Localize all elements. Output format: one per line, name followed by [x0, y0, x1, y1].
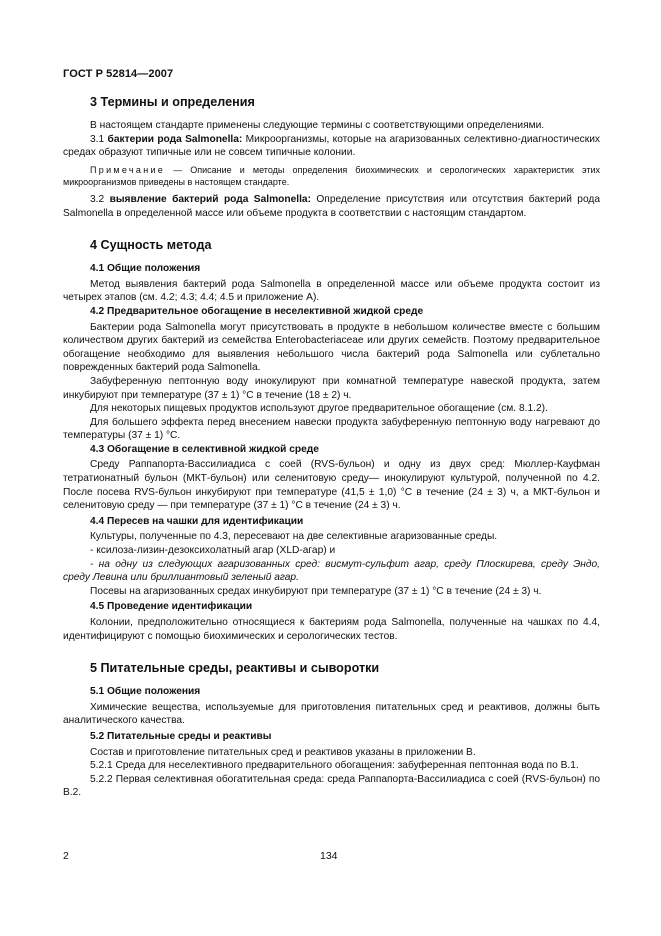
subsection-4-3-heading: 4.3 Обогащение в селективной жидкой среде — [90, 443, 319, 455]
paragraph: Химические вещества, используемые для приготовления питательных сред и реактивов, должны быть аналитического качества. — [63, 701, 600, 727]
subsection-4-1-heading: 4.1 Общие положения — [90, 263, 201, 275]
term-3-1 — [63, 133, 600, 160]
subsection-5-1-heading: 5.1 Общие положения — [90, 686, 201, 698]
subsection-4-5-heading: 4.5 Проведение идентификации — [90, 601, 253, 613]
subsection-4-4-heading: 4.4 Пересев на чашки для идентификации — [90, 515, 304, 527]
note-label: Примечание — [90, 164, 166, 175]
sheet-number: 134 — [320, 850, 338, 862]
paragraph: Колонии, предположительно относящиеся к бактериям рода Salmonella, полученные на чашках по 4.4, идентифицируют с помощью биохимических и серологических тестов. — [63, 617, 600, 642]
term-3-2-name: выявление бактерий рода Salmonella: — [109, 193, 311, 205]
term-3-2-number: 3.2 — [90, 193, 105, 205]
paragraph: Для большего эффекта перед внесением навески продукта забуференную пептонную воду нагревают до температуры (37 ± 1) °С. — [63, 416, 600, 442]
paragraph: 5.2.2 Первая селективная обогатительная среда: среда Раппапорта-Вассилиадиса с соей (RVS-бульон) по В.2. — [63, 773, 600, 799]
paragraph: Среду Раппапорта-Вассилиадиса с соей (RVS-бульон) и одну из двух сред: Мюллер-Кауфман тетратионатный бульон (МКТ-бульон) или селенитовую среду— инокулируют культурой, полученной по 4.2. После посева RVS-бульон инкубируют при температуре (41,5 ± 1,0) °С в течение (24 ± 3) ч, а МКТ-бульон и селенитовую среду — при температуре (37 ± 1) °С в течение (24 ± 3) ч. — [63, 459, 600, 512]
section-4-heading: 4 Сущность метода — [90, 238, 212, 253]
subsection-4-2-heading: 4.2 Предварительное обогащение в неселективной жидкой среде — [90, 305, 424, 317]
paragraph: Бактерии рода Salmonella могут присутствовать в продукте в небольшом количестве вместе с большим количеством других бактерий из семейства Enterobacteriaceae или других семейств. Поэтому предварительное обогащение необходимо для выявления небольшого числа бактерий рода Salmonella или сублетально поврежденных бактерий рода Salmonella. — [63, 321, 600, 374]
note-text: — Описание и методы определения биохимических и серологических характеристик этих микроорганизмов приведены в настоящем стандарте. — [63, 164, 600, 188]
list-item: - ксилоза-лизин-дезоксихолатный агар (XLD-агар) и — [90, 545, 336, 557]
document-body — [63, 94, 600, 800]
standard-header: ГОСТ Р 52814—2007 — [63, 68, 174, 80]
paragraph: Культуры, полученные по 4.3, пересевают на две селективные агаризованные среды. — [90, 531, 498, 543]
paragraph: Для некоторых пищевых продуктов используют другое предварительное обогащение (см. 8.1.2). — [90, 403, 548, 415]
paragraph: Забуференную пептонную воду инокулируют при комнатной температуре навеской продукта, затем инкубируют при температуре (37 ± 1) °С в течение (18 ± 2) ч. — [63, 375, 600, 401]
paragraph: Метод выявления бактерий рода Salmonella в определенной массе или объеме продукта состоит из четырех этапов (см. 4.2; 4.3; 4.4; 4.5 и приложение А). — [63, 278, 600, 304]
paragraph: Посевы на агаризованных средах инкубируют при температуре (37 ± 1) °С в течение (24 ± 3) ч. — [90, 585, 542, 597]
term-3-2 — [63, 193, 600, 220]
note — [63, 164, 600, 189]
section-3-intro: В настоящем стандарте применены следующие термины с соответствующими определениями. — [90, 120, 545, 131]
section-3-heading: 3 Термины и определения — [90, 95, 255, 109]
paragraph: Состав и приготовление питательных сред и реактивов указаны в приложении В. — [90, 746, 476, 758]
term-3-1-name: бактерии рода Salmonella: — [107, 133, 243, 145]
subsection-5-2-heading: 5.2 Питательные среды и реактивы — [90, 730, 272, 742]
list-item: - на одну из следующих агаризованных сред: висмут-сульфит агар, среду Плоскирева, среду Эндо, среду Левина или бриллиантовый зеленый агар. — [63, 558, 600, 584]
term-3-1-number: 3.1 — [90, 133, 105, 145]
term-3-2-definition: Определение присутствия или отсутствия бактерий рода Salmonella в определенной массе или объеме продукта в соответствии с настоящим стандартом. — [63, 193, 600, 219]
paragraph: 5.2.1 Среда для неселективного предварительного обогащения: забуференная пептонная вода по В.1. — [90, 760, 579, 772]
page-number: 2 — [63, 850, 69, 862]
section-5-heading: 5 Питательные среды, реактивы и сыворотки — [90, 661, 380, 676]
term-3-1-definition: Микроорганизмы, которые на агаризованных селективно-диагностических средах образуют типичные или не совсем типичные колонии. — [63, 133, 600, 159]
